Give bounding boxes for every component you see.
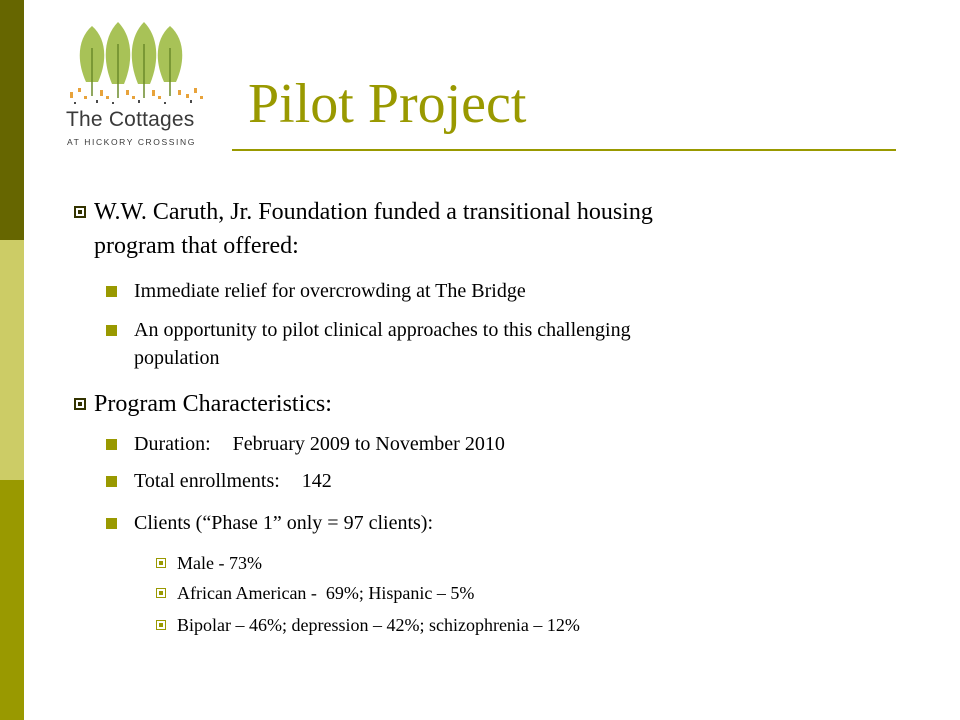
bullet-text: W.W. Caruth, Jr. Foundation funded a transitional housing [94, 199, 653, 225]
duration-label: Duration: [134, 433, 211, 455]
bullet-text: Clients (“Phase 1” only = 97 clients): [134, 512, 434, 534]
enrollments-value: 142 [301, 470, 332, 492]
bullet-text: Male - 73% [177, 553, 262, 573]
bullet-text: African American - 69%; Hispanic – 5% [177, 583, 475, 603]
logo-name: The Cottages [66, 108, 195, 131]
hollow-square-bullet-icon [156, 620, 166, 630]
duration-line [134, 430, 505, 458]
bullet-text: program that offered: [94, 233, 299, 259]
square-bullet-icon [74, 398, 86, 410]
bullet-text: population [134, 347, 220, 369]
filled-square-bullet-icon [106, 325, 117, 336]
filled-square-bullet-icon [106, 518, 117, 529]
enrollments-line [134, 467, 332, 495]
hollow-square-bullet-icon [156, 558, 166, 568]
logo-subtitle: AT HICKORY CROSSING [67, 137, 196, 147]
hollow-square-bullet-icon [156, 588, 166, 598]
filled-square-bullet-icon [106, 439, 117, 450]
bullet-text: Program Characteristics: [94, 391, 332, 417]
enrollments-label: Total enrollments: [134, 470, 280, 492]
square-bullet-icon [74, 206, 86, 218]
filled-square-bullet-icon [106, 286, 117, 297]
bullet-text: Bipolar – 46%; depression – 42%; schizophrenia – 12% [177, 615, 580, 635]
slide-title: Pilot Project [248, 73, 527, 135]
bullet-text: Immediate relief for overcrowding at The Bridge [134, 280, 526, 302]
filled-square-bullet-icon [106, 476, 117, 487]
duration-value: February 2009 to November 2010 [232, 433, 505, 455]
bullet-text: An opportunity to pilot clinical approaches to this challenging [134, 319, 631, 341]
